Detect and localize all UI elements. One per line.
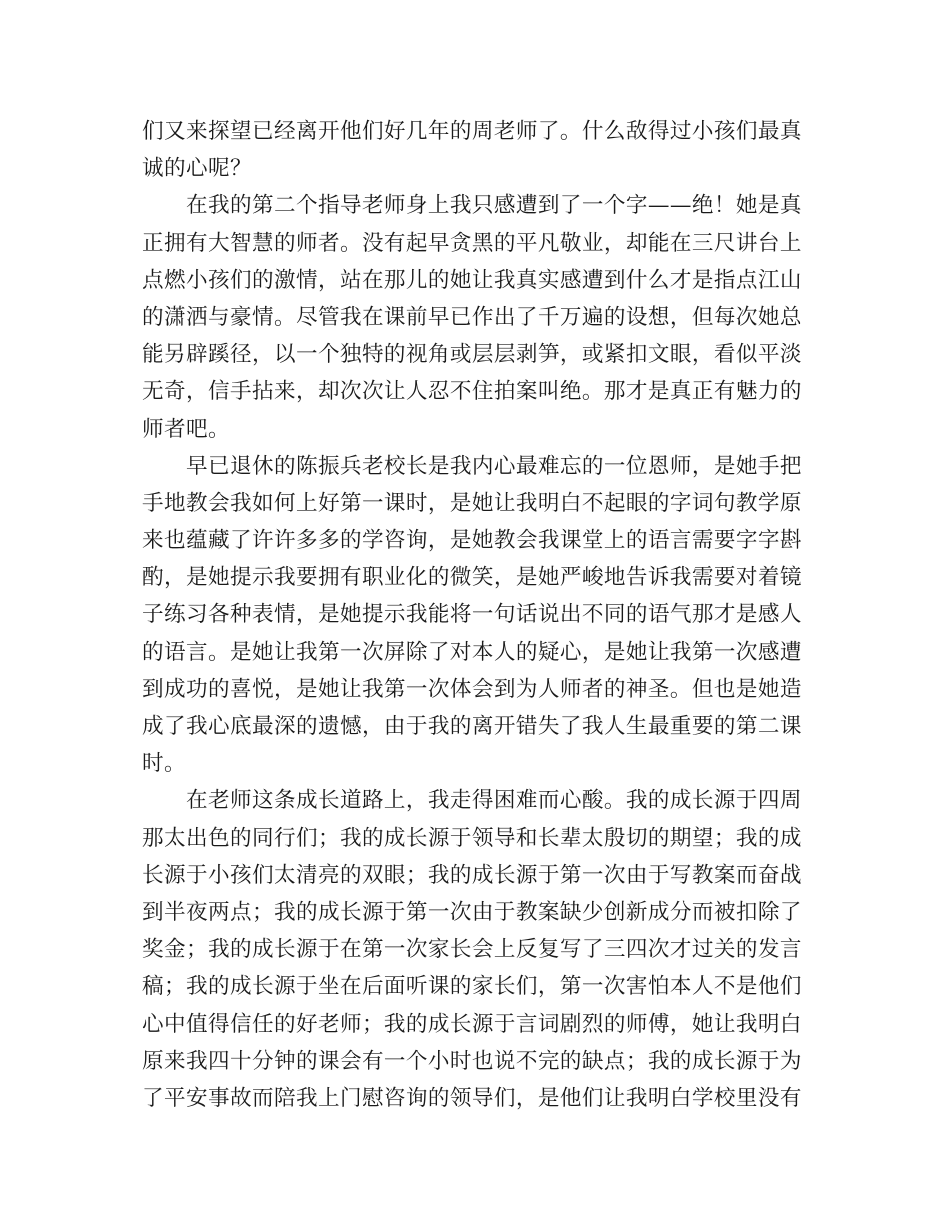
text-line: 手地教会我如何上好第一课时，是她让我明白不起眼的字词句教学原	[142, 490, 802, 516]
text-line: 正拥有大智慧的师者。没有起早贪黑的平凡敬业，却能在三尺讲台上	[142, 230, 802, 256]
text-line: 到成功的喜悦，是她让我第一次体会到为人师者的神圣。但也是她造	[142, 676, 802, 702]
text-line: 诚的心呢？	[142, 156, 252, 182]
text-line: 原来我四十分钟的课会有一个小时也说不完的缺点；我的成长源于为	[142, 1048, 802, 1074]
text-line: 酌，是她提示我要拥有职业化的微笑，是她严峻地告诉我需要对着镜	[142, 565, 802, 591]
text-line: 师者吧。	[142, 416, 230, 442]
text-line: 能另辟蹊径，以一个独特的视角或层层剥笋，或紧扣文眼，看似平淡	[142, 342, 802, 368]
text-line: 早已退休的陈振兵老校长是我内心最难忘的一位恩师，是她手把	[142, 453, 802, 479]
text-line: 了平安事故而陪我上门慰咨询的领导们，是他们让我明白学校里没有	[142, 1085, 802, 1111]
text-line: 无奇，信手拈来，却次次让人忍不住拍案叫绝。那才是真正有魅力的	[142, 379, 802, 405]
text-line: 的语言。是她让我第一次屏除了对本人的疑心，是她让我第一次感遭	[142, 639, 802, 665]
text-line: 稿；我的成长源于坐在后面听课的家长们，第一次害怕本人不是他们	[142, 974, 802, 1000]
text-line: 时。	[142, 751, 186, 777]
body-text	[142, 113, 812, 1117]
text-line: 在我的第二个指导老师身上我只感遭到了一个字——绝！她是真	[142, 193, 802, 219]
text-line: 来也蕴藏了许许多多的学咨询，是她教会我课堂上的语言需要字字斟	[142, 528, 802, 554]
text-line: 长源于小孩们太清亮的双眼；我的成长源于第一次由于写教案而奋战	[142, 862, 802, 888]
text-line: 那太出色的同行们；我的成长源于领导和长辈太殷切的期望；我的成	[142, 825, 802, 851]
text-line: 到半夜两点；我的成长源于第一次由于教案缺少创新成分而被扣除了	[142, 899, 802, 925]
text-line: 奖金；我的成长源于在第一次家长会上反复写了三四次才过关的发言	[142, 937, 802, 963]
text-line: 的潇洒与豪情。尽管我在课前早已作出了千万遍的设想，但每次她总	[142, 304, 802, 330]
text-line: 点燃小孩们的激情，站在那儿的她让我真实感遭到什么才是指点江山	[142, 267, 802, 293]
text-line: 们又来探望已经离开他们好几年的周老师了。什么敌得过小孩们最真	[142, 119, 802, 144]
text-line: 在老师这条成长道路上，我走得困难而心酸。我的成长源于四周	[142, 788, 802, 814]
text-line: 成了我心底最深的遗憾，由于我的离开错失了我人生最重要的第二课	[142, 714, 802, 739]
text-line: 心中值得信任的好老师；我的成长源于言词剧烈的师傅，她让我明白	[142, 1011, 802, 1037]
text-line: 子练习各种表情，是她提示我能将一句话说出不同的语气那才是感人	[142, 602, 802, 628]
